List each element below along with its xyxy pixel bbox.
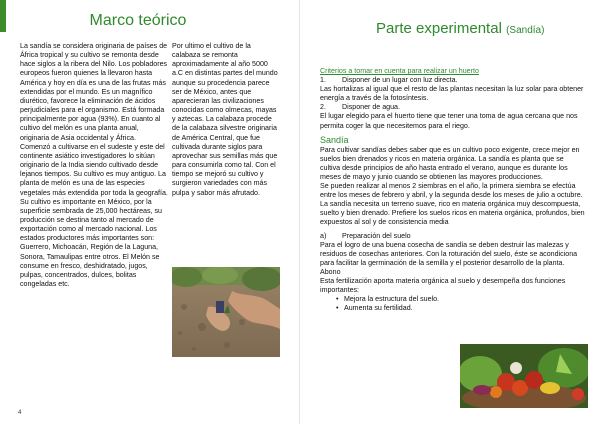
parte-experimental-title-text: Parte experimental <box>376 20 502 37</box>
criterio-item-1-text: Disponer de un lugar con luz directa. <box>342 76 458 85</box>
criterio-item-2-text: Disponer de agua. <box>342 103 400 112</box>
criterio-item-1 <box>320 76 585 85</box>
criterio-item-2-description: El lugar elegido para el huerto tiene que tener una toma de agua cercana que nos permita coger la que necesitemos para el riego. <box>320 112 578 130</box>
criterio-item-2 <box>320 103 585 112</box>
parte-experimental-subtitle: (Sandía) <box>506 25 545 36</box>
abono-list-item <box>320 295 585 304</box>
parte-experimental-title <box>376 20 596 37</box>
abono-item-text: Aumenta su fertilidad. <box>344 304 413 313</box>
preparacion-heading <box>320 232 585 241</box>
sandia-paragraph-2: Se pueden realizar al menos 2 siembras en el año, la primera siembra se efectúa entre los meses de febrero y abril, y la segunda desde los meses de julio a octubre. <box>320 182 583 200</box>
parte-experimental-content <box>320 67 585 313</box>
criterios-heading: Criterios a tomar en cuenta para realizar un huerto <box>320 67 479 75</box>
soil-planting-photo <box>172 267 280 357</box>
sandia-paragraph-3: La sandía necesita un terreno suave, rico en materia orgánica muy descompuesta, suelto y bien drenado. Prefiere los suelos ricos en materia orgánica, profundos, bien expuestos al sol y de consistencia media <box>320 200 585 227</box>
marco-teorico-column-2: Por ultimo el cultivo de la calabaza se remonta aproximadamente al año 5000 a.C en distintas partes del mundo aunque su procedencia parece ser de México, antes que aparecieran las civilizaciones conocidas como olmecas, mayas y aztecas. La calabaza procede de la calabaza silvestre originaria de América Central, que fue cultivada durante siglos para aprovechar sus semillas más que para consumirla como tal. Con el tiempo se mejoró su cultivo y surgieron variedades con más pulpa y sabor más afrutado. <box>172 42 278 197</box>
bullet-icon: • <box>336 295 339 304</box>
marco-teorico-title: Marco teórico <box>89 12 187 29</box>
preparacion-paragraph: Para el logro de una buena cosecha de sandía se deben destruir las malezas y residuos de cosechas anteriores. Con la roturación del suelo, éste se acondiciona para facilitar la germinación de la semilla y el posterior desarrollo de la planta. <box>320 240 578 267</box>
abono-list-item <box>320 304 585 313</box>
page-number-left: 4 <box>18 410 22 416</box>
criterio-item-1-description: Las hortalizas al igual que el resto de las plantas necesitan la luz solar para obtener energía a través de la fotosíntesis. <box>320 85 584 103</box>
green-accent-bar <box>0 0 6 32</box>
sandia-paragraph-1: Para cultivar sandías debes saber que es un cultivo poco exigente, crece mejor en suelos bien drenados y ricos en materia orgánica. La sandía es planta que se cultiva desde principios de año hasta entrado el verano, aunque es durante los meses de mayo y junio cuando se obtienen las mayores producciones. <box>320 145 580 181</box>
preparacion-label: a) <box>320 231 327 240</box>
sandia-heading: Sandía <box>320 134 349 145</box>
vegetables-basket-photo <box>460 344 588 408</box>
criterio-item-1-number: 1. <box>320 76 326 85</box>
bullet-icon: • <box>336 304 339 313</box>
abono-title: Abono <box>320 267 341 276</box>
criterio-item-2-number: 2. <box>320 103 326 112</box>
preparacion-title: Preparación del suelo <box>342 231 411 240</box>
abono-item-text: Mejora la estructura del suelo. <box>344 295 440 304</box>
abono-paragraph: Esta fertilización aporta materia orgánica al suelo y desempeña dos funciones importantes: <box>320 276 566 295</box>
marco-teorico-column-1: La sandía se considera originaria de países de África tropical y su cultivo se remonta desde hace siglos a la ribera del Nilo. Los pobladores europeos fueron quienes la llevaron hasta América y hoy en día es una de las frutas más extendidas por el mundo. Es un magnífico diurético, favorece la eliminación de ácidos perjudiciales para el organismo. Está formada principalmente por agua (93%). En cuanto al cultivo del melón es una planta anual, originaria de Asia occidental y África. Comenzó a cultivarse en el sudeste y este del continente asiático investigadores lo sitúan originario de la India siendo cultivado desde lejanos tiempos. Su cultivo es muy antiguo. La planta de melón es una de las especies vegetales más extendida por toda la geografía. Su cultivo es importante en México, por la superficie sembrada de 25,000 hectáreas, su producción se destina tanto al mercado de exportación como al mercado nacional. Los estados productores más importantes son: Guerrero, Michoacán, Región de la Laguna, Sonora, Tamaulipas entre otros. El Melón se consume en fresco, deshidratado, jugos, pulpas, concentrados, dulces, bolitas congeladas etc. <box>20 42 168 289</box>
